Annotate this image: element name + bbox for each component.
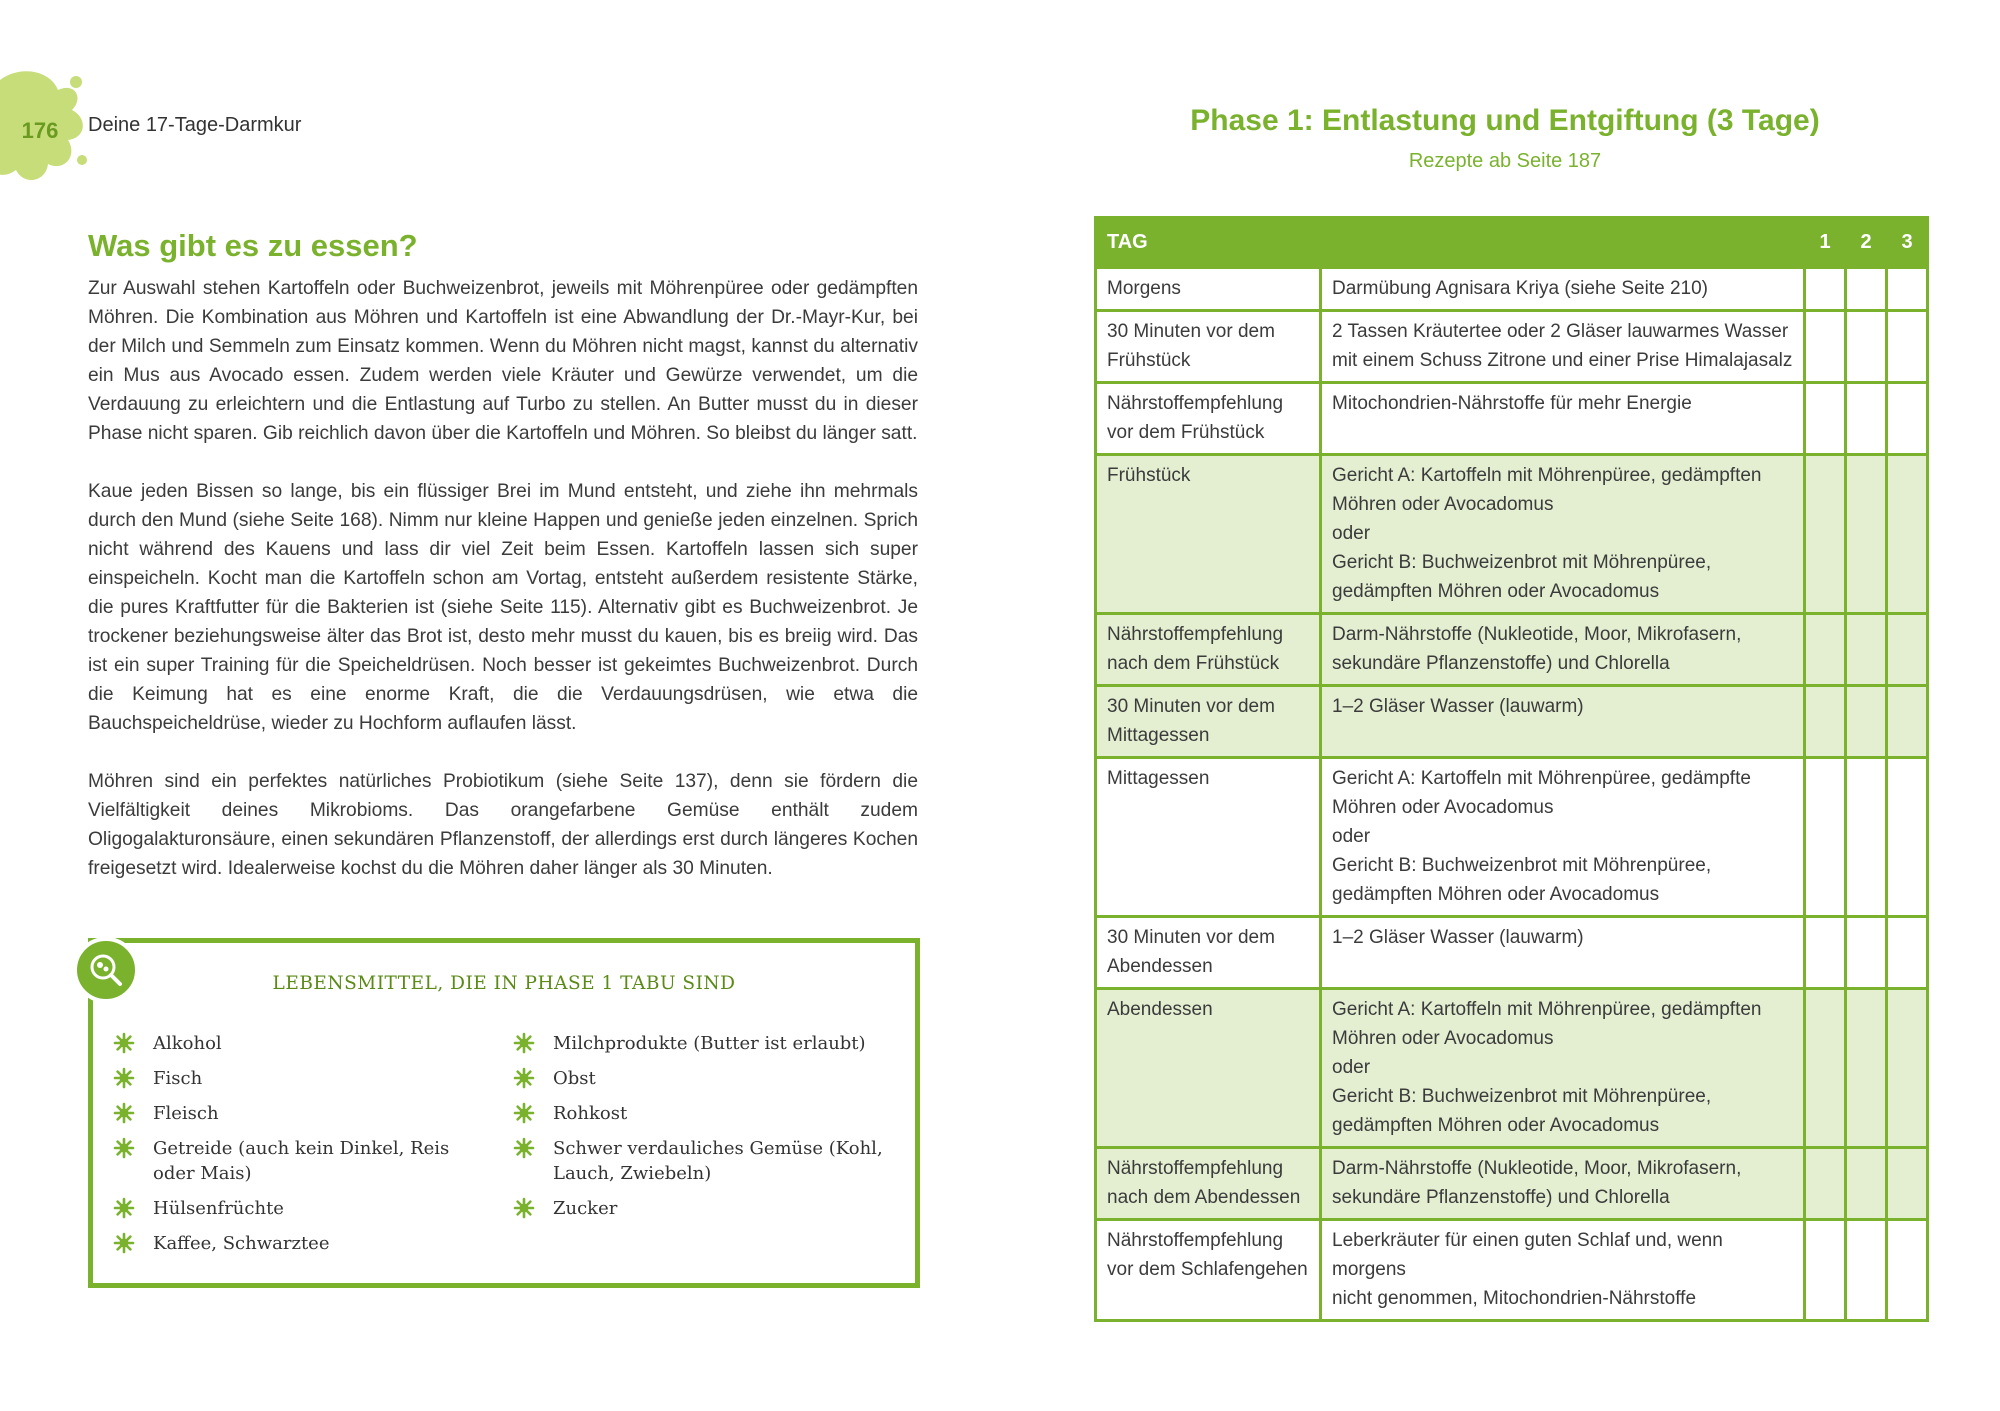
content-cell	[1321, 383, 1805, 455]
time-cell-line: Nährstoffempfehlung	[1107, 1158, 1284, 1179]
star-bullet-icon	[513, 1067, 535, 1089]
time-cell-line: Abendessen	[1107, 999, 1213, 1020]
paragraph: Zur Auswahl stehen Kartoffeln oder Buchweizenbrot, jeweils mit Möhrenpüree oder gedämpften Möhren. Die Kombination aus Möhren und Kartoffeln ist eine Abwandlung der Dr.-Mayr-Kur, bei der Milch und Semmeln zum Einsatz kommen. Wenn du Möhren nicht magst, kannst du alternativ ein Mus aus Avocado essen. Zudem werden viele Kräuter und Gewürze verwendet, um die Verdauung zu erleichtern und die Entlastung auf Turbo zu stellen. An Butter musst du in dieser Phase nicht sparen. Gib reichlich davon über die Kartoffeln und Möhren. So bleibst du länger satt.	[88, 278, 918, 444]
time-cell	[1096, 455, 1321, 614]
content-cell-line: nicht genommen, Mitochondrien-Nährstoffe	[1332, 1288, 1697, 1309]
day-2-checkbox[interactable]	[1846, 383, 1887, 455]
day-2-checkbox[interactable]	[1846, 268, 1887, 311]
day-3-checkbox[interactable]	[1887, 1148, 1928, 1220]
day-3-checkbox[interactable]	[1887, 383, 1928, 455]
content-cell-line: 1–2 Gläser Wasser (lauwarm)	[1332, 927, 1584, 948]
day-1-checkbox[interactable]	[1805, 455, 1846, 614]
content-cell-line: Mitochondrien-Nährstoffe für mehr Energie	[1332, 393, 1692, 414]
content-cell-line: mit einem Schuss Zitrone und einer Prise Himalajasalz	[1332, 350, 1793, 371]
content-cell-line: Darm-Nährstoffe (Nukleotide, Moor, Mikrofasern,	[1332, 1158, 1742, 1179]
star-bullet-icon	[113, 1232, 135, 1254]
time-cell-line: Frühstück	[1107, 465, 1191, 486]
time-cell-line: Nährstoffempfehlung	[1107, 1230, 1284, 1251]
content-cell-line: sekundäre Pflanzenstoffe) und Chlorella	[1332, 653, 1670, 674]
table-row	[1096, 917, 1928, 989]
content-cell-line: Gericht B: Buchweizenbrot mit Möhrenpüree,	[1332, 855, 1712, 876]
day-1-checkbox[interactable]	[1805, 989, 1846, 1148]
content-cell	[1321, 455, 1805, 614]
body-text	[88, 274, 918, 912]
header-day-3: 3	[1887, 218, 1928, 268]
time-cell	[1096, 758, 1321, 917]
tabu-item-label: Zucker	[553, 1198, 618, 1219]
tabu-list-left	[113, 1031, 483, 1266]
time-cell-line: nach dem Frühstück	[1107, 653, 1280, 674]
tabu-item	[513, 1031, 903, 1056]
tabu-item	[513, 1136, 903, 1186]
day-1-checkbox[interactable]	[1805, 1148, 1846, 1220]
page-number: 176	[21, 118, 59, 143]
content-cell	[1321, 1220, 1805, 1321]
day-2-checkbox[interactable]	[1846, 614, 1887, 686]
content-cell-line: Gericht A: Kartoffeln mit Möhrenpüree, gedämpften	[1332, 465, 1762, 486]
tabu-item-label: Getreide (auch kein Dinkel, Reis oder Mais)	[153, 1138, 450, 1184]
tabu-item	[113, 1231, 483, 1256]
table-header-row	[1096, 218, 1928, 268]
table-row	[1096, 686, 1928, 758]
day-3-checkbox[interactable]	[1887, 917, 1928, 989]
day-plan-table	[1094, 216, 1929, 1322]
day-2-checkbox[interactable]	[1846, 758, 1887, 917]
content-cell	[1321, 917, 1805, 989]
day-1-checkbox[interactable]	[1805, 614, 1846, 686]
star-bullet-icon	[113, 1102, 135, 1124]
tabu-item-label: Hülsenfrüchte	[153, 1198, 284, 1219]
day-1-checkbox[interactable]	[1805, 311, 1846, 383]
content-cell-line: Leberkräuter für einen guten Schlaf und, wenn morgens	[1332, 1230, 1723, 1280]
day-1-checkbox[interactable]	[1805, 758, 1846, 917]
time-cell-line: 30 Minuten vor dem	[1107, 696, 1275, 717]
content-cell	[1321, 989, 1805, 1148]
time-cell-line: vor dem Frühstück	[1107, 422, 1265, 443]
content-cell-line: Gericht B: Buchweizenbrot mit Möhrenpüree,	[1332, 1086, 1712, 1107]
day-3-checkbox[interactable]	[1887, 989, 1928, 1148]
content-cell	[1321, 686, 1805, 758]
table-row	[1096, 383, 1928, 455]
phase-title: Phase 1: Entlastung und Entgiftung (3 Tage)	[1190, 104, 1820, 137]
day-1-checkbox[interactable]	[1805, 383, 1846, 455]
content-cell	[1321, 758, 1805, 917]
paragraph: Kaue jeden Bissen so lange, bis ein flüssiger Brei im Mund entsteht, und ziehe ihn mehrmals durch den Mund (siehe Seite 168). Nimm nur kleine Happen und genieße jeden einzelnen. Sprich nicht während des Kauens und lass dir viel Zeit beim Essen. Kartoffeln lassen sich super einspeicheln. Kocht man die Kartoffeln schon am Vortag, entsteht außerdem resistente Stärke, die pures Kraftfutter für die Bakterien ist (siehe Seite 115). Alternativ gibt es Buchweizenbrot. Je trockener beziehungsweise älter das Brot ist, desto mehr musst du kauen, bis es breiig wird. Das ist ein super Training für die Speicheldrüsen. Noch besser ist gekeimtes Buchweizenbrot. Durch die Keimung hat es eine enorme Kraft, die die Verdauungsdrüsen, wie etwa die Bauchspeicheldrüse, wieder zu Hochform auflaufen lässt.	[88, 481, 918, 734]
content-cell-line: Darmübung Agnisara Kriya (siehe Seite 210)	[1332, 278, 1708, 299]
day-3-checkbox[interactable]	[1887, 311, 1928, 383]
star-bullet-icon	[513, 1032, 535, 1054]
content-cell-line: Möhren oder Avocadomus	[1332, 797, 1554, 818]
content-cell-line: sekundäre Pflanzenstoffe) und Chlorella	[1332, 1187, 1670, 1208]
table-row	[1096, 455, 1928, 614]
star-bullet-icon	[113, 1137, 135, 1159]
tabu-item-label: Fleisch	[153, 1103, 219, 1124]
tabu-item-label: Obst	[553, 1068, 596, 1089]
header-day-2: 2	[1846, 218, 1887, 268]
time-cell	[1096, 989, 1321, 1148]
time-cell	[1096, 686, 1321, 758]
content-cell-line: oder	[1332, 523, 1371, 544]
tabu-item-label: Kaffee, Schwarztee	[153, 1233, 330, 1254]
table-row	[1096, 311, 1928, 383]
tabu-item	[113, 1196, 483, 1221]
day-3-checkbox[interactable]	[1887, 758, 1928, 917]
content-cell-line: Darm-Nährstoffe (Nukleotide, Moor, Mikrofasern,	[1332, 624, 1742, 645]
tabu-list-right	[513, 1031, 903, 1231]
section-heading: Was gibt es zu essen?	[88, 228, 418, 263]
day-1-checkbox[interactable]	[1805, 268, 1846, 311]
tabu-item-label: Fisch	[153, 1068, 203, 1089]
time-cell-line: Mittagessen	[1107, 768, 1210, 789]
table-row	[1096, 989, 1928, 1148]
tabu-food-box	[88, 938, 920, 1288]
day-3-checkbox[interactable]	[1887, 268, 1928, 311]
time-cell-line: Morgens	[1107, 278, 1181, 299]
star-bullet-icon	[513, 1102, 535, 1124]
time-cell-line: nach dem Abendessen	[1107, 1187, 1301, 1208]
time-cell-line: Frühstück	[1107, 350, 1191, 371]
day-3-checkbox[interactable]	[1887, 614, 1928, 686]
time-cell-line: Abendessen	[1107, 956, 1213, 977]
star-bullet-icon	[513, 1137, 535, 1159]
phase-subtitle: Rezepte ab Seite 187	[1408, 150, 1602, 172]
tabu-item	[113, 1101, 483, 1126]
time-cell	[1096, 1148, 1321, 1220]
table-body	[1096, 268, 1928, 1321]
tabu-item	[113, 1066, 483, 1091]
time-cell-line: 30 Minuten vor dem	[1107, 927, 1275, 948]
day-3-checkbox[interactable]	[1887, 686, 1928, 758]
day-2-checkbox[interactable]	[1846, 455, 1887, 614]
day-1-checkbox[interactable]	[1805, 1220, 1846, 1321]
tabu-item-label: Milchprodukte (Butter ist erlaubt)	[553, 1033, 866, 1054]
time-cell	[1096, 383, 1321, 455]
day-2-checkbox[interactable]	[1846, 989, 1887, 1148]
content-cell-line: Gericht A: Kartoffeln mit Möhrenpüree, gedämpften	[1332, 999, 1762, 1020]
time-cell-line: Mittagessen	[1107, 725, 1210, 746]
content-cell	[1321, 311, 1805, 383]
day-2-checkbox[interactable]	[1846, 311, 1887, 383]
tabu-item-label: Schwer verdauliches Gemüse (Kohl, Lauch, Zwiebeln)	[553, 1138, 883, 1184]
table-row	[1096, 614, 1928, 686]
content-cell-line: Gericht A: Kartoffeln mit Möhrenpüree, gedämpfte	[1332, 768, 1751, 789]
content-cell-line: Möhren oder Avocadomus	[1332, 494, 1554, 515]
content-cell-line: 2 Tassen Kräutertee oder 2 Gläser lauwarmes Wasser	[1332, 321, 1789, 342]
content-cell	[1321, 268, 1805, 311]
header-day: TAG	[1096, 218, 1805, 268]
tabu-item	[113, 1031, 483, 1056]
content-cell	[1321, 1148, 1805, 1220]
time-cell-line: Nährstoffempfehlung	[1107, 624, 1284, 645]
content-cell-line: gedämpften Möhren oder Avocadomus	[1332, 1115, 1660, 1136]
table-row	[1096, 1148, 1928, 1220]
content-cell-line: gedämpften Möhren oder Avocadomus	[1332, 581, 1660, 602]
day-3-checkbox[interactable]	[1887, 1220, 1928, 1321]
day-2-checkbox[interactable]	[1846, 917, 1887, 989]
time-cell-line: 30 Minuten vor dem	[1107, 321, 1275, 342]
table-row	[1096, 758, 1928, 917]
tabu-item-label: Alkohol	[153, 1033, 222, 1054]
time-cell	[1096, 917, 1321, 989]
paragraph: Möhren sind ein perfektes natürliches Probiotikum (siehe Seite 137), denn sie fördern die Vielfältigkeit deines Mikrobioms. Das orangefarbene Gemüse enthält zudem Oligogalakturonsäure, einen sekundären Pflanzenstoff, der allerdings erst durch längeres Kochen freigesetzt wird. Idealerweise kochst du die Möhren daher länger als 30 Minuten.	[88, 771, 918, 879]
table-row	[1096, 268, 1928, 311]
table-row	[1096, 1220, 1928, 1321]
running-head: Deine 17-Tage-Darmkur	[88, 114, 302, 136]
time-cell-line: vor dem Schlafengehen	[1107, 1259, 1308, 1280]
content-cell-line: Möhren oder Avocadomus	[1332, 1028, 1554, 1049]
content-cell-line: oder	[1332, 826, 1371, 847]
tabu-item	[513, 1101, 903, 1126]
day-2-checkbox[interactable]	[1846, 1148, 1887, 1220]
day-2-checkbox[interactable]	[1846, 686, 1887, 758]
time-cell	[1096, 311, 1321, 383]
time-cell-line: Nährstoffempfehlung	[1107, 393, 1284, 414]
star-bullet-icon	[113, 1197, 135, 1219]
header-day-1: 1	[1805, 218, 1846, 268]
time-cell	[1096, 614, 1321, 686]
day-1-checkbox[interactable]	[1805, 686, 1846, 758]
tabu-item	[513, 1066, 903, 1091]
day-1-checkbox[interactable]	[1805, 917, 1846, 989]
star-bullet-icon	[113, 1067, 135, 1089]
tabu-item	[513, 1196, 903, 1221]
tabu-box-title: LEBENSMITTEL, DIE IN PHASE 1 TABU SIND	[272, 973, 736, 994]
star-bullet-icon	[513, 1197, 535, 1219]
time-cell	[1096, 1220, 1321, 1321]
content-cell-line: 1–2 Gläser Wasser (lauwarm)	[1332, 696, 1584, 717]
star-bullet-icon	[113, 1032, 135, 1054]
tabu-item	[113, 1136, 483, 1186]
content-cell-line: oder	[1332, 1057, 1371, 1078]
day-2-checkbox[interactable]	[1846, 1220, 1887, 1321]
tabu-item-label: Rohkost	[553, 1103, 628, 1124]
content-cell-line: Gericht B: Buchweizenbrot mit Möhrenpüree,	[1332, 552, 1712, 573]
time-cell	[1096, 268, 1321, 311]
content-cell	[1321, 614, 1805, 686]
day-3-checkbox[interactable]	[1887, 455, 1928, 614]
content-cell-line: gedämpften Möhren oder Avocadomus	[1332, 884, 1660, 905]
